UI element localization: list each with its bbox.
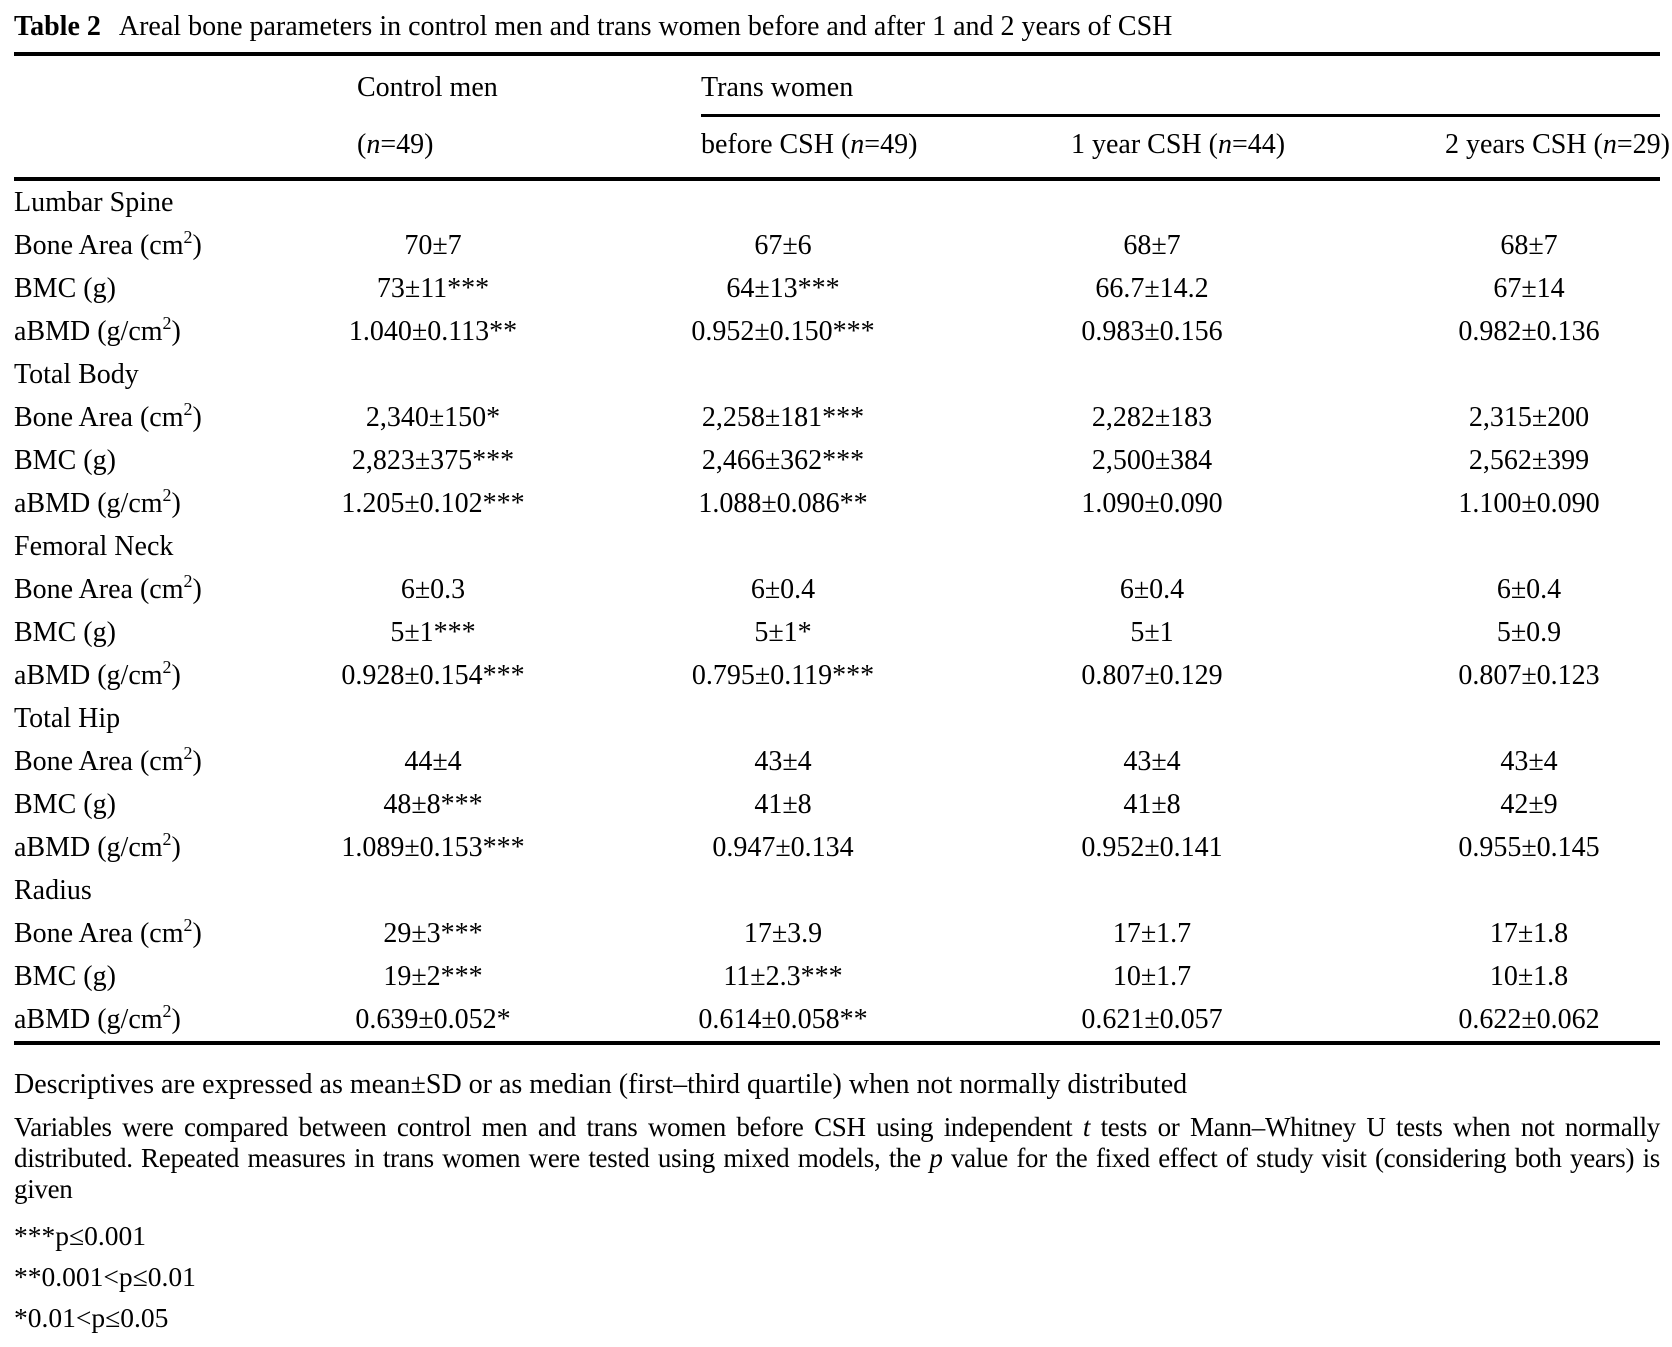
table-row <box>14 955 1660 998</box>
row-label <box>14 396 250 439</box>
cell-value: 6±0.4 <box>750 574 816 605</box>
row-label <box>14 912 250 955</box>
label-text: aBMD (g/cm <box>14 660 163 691</box>
cell-value: 1.088±0.086** <box>698 488 868 519</box>
row-label <box>14 310 250 353</box>
superscript: 2 <box>183 914 193 935</box>
cell-value: 1.040±0.113** <box>348 316 518 347</box>
section-title: Lumbar Spine <box>14 187 174 218</box>
cell-value: 43±4 <box>1500 746 1558 777</box>
cell-value: 0.807±0.129 <box>1081 660 1223 691</box>
superscript: 2 <box>183 570 193 591</box>
cell-value: 5±0.9 <box>1496 617 1562 648</box>
cell-value: 0.982±0.136 <box>1458 316 1600 347</box>
table-row <box>14 611 1660 654</box>
superscript: 2 <box>162 828 172 849</box>
significance-note-three-stars: ***p≤0.001 <box>14 1220 146 1251</box>
cell-value: 70±7 <box>404 230 462 261</box>
label-text: BMC (g) <box>14 961 116 992</box>
label-text: BMC (g) <box>14 617 116 648</box>
cell-value: 17±3.9 <box>743 918 823 949</box>
cell-value: 0.928±0.154*** <box>341 660 525 691</box>
col-header-control-n <box>250 117 616 179</box>
cell-value: 73±11*** <box>376 273 490 304</box>
header-text: =49) <box>864 129 918 160</box>
cell-value: 2,258±181*** <box>701 402 865 433</box>
cell-value: 44±4 <box>404 746 462 777</box>
cell-value: 64±13*** <box>726 273 840 304</box>
label-text: aBMD (g/cm <box>14 832 163 863</box>
significance-note-one-star: *0.01<p≤0.05 <box>14 1302 169 1333</box>
cell-value: 1.100±0.090 <box>1458 488 1600 519</box>
cell-value: 10±1.7 <box>1112 961 1192 992</box>
cell-value: 0.952±0.150*** <box>691 316 875 347</box>
cell-value: 0.639±0.052* <box>355 1004 511 1035</box>
data-table <box>14 52 1670 1045</box>
col-header-1-year-csh <box>950 117 1354 179</box>
label-text: ) <box>171 832 181 863</box>
cell-value: 1.089±0.153*** <box>341 832 525 863</box>
cell-value: 10±1.8 <box>1489 961 1569 992</box>
cell-value: 42±9 <box>1500 789 1558 820</box>
cell-value: 0.947±0.134 <box>712 832 854 863</box>
section-title: Femoral Neck <box>14 531 174 562</box>
header-text: 2 years CSH ( <box>1445 129 1603 160</box>
superscript: 2 <box>162 1000 172 1021</box>
label-text: BMC (g) <box>14 273 116 304</box>
cell-value: 5±1* <box>754 617 812 648</box>
cell-value: 6±0.4 <box>1119 574 1185 605</box>
cell-value: 68±7 <box>1500 230 1558 261</box>
cell-value: 5±1*** <box>390 617 476 648</box>
cell-value: 5±1 <box>1130 617 1174 648</box>
superscript: 2 <box>162 312 172 333</box>
cell-value: 0.621±0.057 <box>1081 1004 1223 1035</box>
italic-n: n <box>1602 129 1617 160</box>
group-header-row <box>14 54 1660 117</box>
label-text: ) <box>192 230 202 261</box>
section-title: Total Hip <box>14 703 121 734</box>
table-title-text: Areal bone parameters in control men and trans women before and after 1 and 2 years of CSH <box>118 11 1173 42</box>
footnote-descriptives: Descriptives are expressed as mean±SD or as median (first–third quartile) when not normally distributed <box>14 1069 1188 1100</box>
cell-value: 0.622±0.062 <box>1458 1004 1600 1035</box>
label-text: ) <box>192 746 202 777</box>
table-row <box>14 310 1660 353</box>
section-row <box>14 869 1660 912</box>
empty-header-cell <box>14 54 250 117</box>
row-label <box>14 826 250 869</box>
label-text: ) <box>192 574 202 605</box>
table-row <box>14 912 1660 955</box>
cell-value: 2,500±384 <box>1091 445 1213 476</box>
table-row <box>14 439 1660 482</box>
cell-value: 2,282±183 <box>1091 402 1213 433</box>
section-title: Total Body <box>14 359 139 390</box>
cell-value: 11±2.3*** <box>723 961 843 992</box>
cell-value: 48±8*** <box>383 789 483 820</box>
cell-value: 17±1.8 <box>1489 918 1569 949</box>
cell-value: 0.795±0.119*** <box>691 660 875 691</box>
label-text: aBMD (g/cm <box>14 316 163 347</box>
label-text: ) <box>192 918 202 949</box>
trans-women-label: Trans women <box>701 72 854 103</box>
table-row <box>14 783 1660 826</box>
cell-value: 0.807±0.123 <box>1458 660 1600 691</box>
significance-note-two-stars: **0.001<p≤0.01 <box>14 1261 196 1292</box>
column-header-row <box>14 117 1660 179</box>
table-row <box>14 482 1660 525</box>
superscript: 2 <box>183 742 193 763</box>
cell-value: 67±14 <box>1493 273 1565 304</box>
cell-value: 43±4 <box>754 746 812 777</box>
label-text: Bone Area (cm <box>14 230 184 261</box>
cell-value: 1.205±0.102*** <box>341 488 525 519</box>
cell-value: 2,823±375*** <box>351 445 515 476</box>
table-row <box>14 224 1660 267</box>
table-row <box>14 267 1660 310</box>
header-text: before CSH ( <box>701 129 851 160</box>
label-text: ) <box>171 660 181 691</box>
cell-value: 2,466±362*** <box>701 445 865 476</box>
footnote-text: Variables were compared between control men and trans women before CSH using independent <box>14 1112 1083 1142</box>
header-text: =44) <box>1231 129 1286 160</box>
superscript: 2 <box>183 398 193 419</box>
label-text: ) <box>171 316 181 347</box>
cell-value: 2,562±399 <box>1468 445 1590 476</box>
row-label <box>14 439 250 482</box>
table-row <box>14 654 1660 697</box>
label-text: Bone Area (cm <box>14 918 184 949</box>
col-header-before-csh <box>616 117 950 179</box>
header-text: =29) <box>1616 129 1670 160</box>
label-text: ) <box>192 402 202 433</box>
cell-value: 29±3*** <box>383 918 483 949</box>
table-number: Table 2 <box>14 11 101 42</box>
footnote-text: value for the fixed effect of study visit (considering both years) is given <box>14 1143 1660 1204</box>
section-row <box>14 525 1660 568</box>
cell-value: 2,340±150* <box>365 402 501 433</box>
cell-value: 0.983±0.156 <box>1081 316 1223 347</box>
cell-value: 68±7 <box>1123 230 1181 261</box>
row-label <box>14 955 250 998</box>
header-text: 1 year CSH ( <box>1071 129 1218 160</box>
superscript: 2 <box>162 484 172 505</box>
table-row <box>14 826 1660 869</box>
cell-value: 66.7±14.2 <box>1095 273 1209 304</box>
col-group-control-men: Control men <box>357 72 498 103</box>
header-text: =49) <box>380 129 434 160</box>
cell-value: 6±0.4 <box>1496 574 1562 605</box>
label-text: Bone Area (cm <box>14 402 184 433</box>
italic-n: n <box>850 129 865 160</box>
table-row <box>14 998 1660 1043</box>
row-label <box>14 740 250 783</box>
label-text: aBMD (g/cm <box>14 488 163 519</box>
label-text: BMC (g) <box>14 445 116 476</box>
cell-value: 41±8 <box>754 789 812 820</box>
footnote-methods <box>14 1112 1660 1205</box>
empty-header-cell <box>14 117 250 179</box>
label-text: ) <box>171 1004 181 1035</box>
italic-n: n <box>366 129 381 160</box>
cell-value: 6±0.3 <box>400 574 466 605</box>
row-label <box>14 998 250 1043</box>
cell-value: 2,315±200 <box>1468 402 1590 433</box>
cell-value: 0.955±0.145 <box>1458 832 1600 863</box>
table-header <box>14 54 1670 179</box>
row-label <box>14 783 250 826</box>
section-row <box>14 697 1660 740</box>
cell-value: 0.952±0.141 <box>1081 832 1223 863</box>
superscript: 2 <box>162 656 172 677</box>
label-text: BMC (g) <box>14 789 116 820</box>
superscript: 2 <box>183 226 193 247</box>
cell-value: 41±8 <box>1123 789 1181 820</box>
page <box>0 10 1672 1333</box>
row-label <box>14 654 250 697</box>
cell-value: 0.614±0.058** <box>698 1004 868 1035</box>
cell-value: 67±6 <box>754 230 812 261</box>
section-row <box>14 179 1660 224</box>
label-text: aBMD (g/cm <box>14 1004 163 1035</box>
row-label <box>14 267 250 310</box>
row-label <box>14 482 250 525</box>
row-label <box>14 224 250 267</box>
italic-n: n <box>1217 129 1232 160</box>
col-group-trans-women <box>616 54 1660 117</box>
italic-p: p <box>929 1143 943 1173</box>
table-row <box>14 396 1660 439</box>
table-row <box>14 740 1660 783</box>
header-text: ( <box>357 129 367 160</box>
row-label <box>14 611 250 654</box>
label-text: Bone Area (cm <box>14 574 184 605</box>
cell-value: 1.090±0.090 <box>1081 488 1223 519</box>
trans-women-spanner <box>701 72 1660 117</box>
label-text: ) <box>171 488 181 519</box>
section-row <box>14 353 1660 396</box>
table-row <box>14 568 1660 611</box>
col-header-2-years-csh <box>1354 117 1670 179</box>
section-title: Radius <box>14 875 92 906</box>
table-body <box>14 179 1660 1043</box>
italic-t: t <box>1082 1112 1091 1142</box>
row-label <box>14 568 250 611</box>
cell-value: 19±2*** <box>383 961 483 992</box>
cell-value: 17±1.7 <box>1112 918 1192 949</box>
footnote-text: tests or Mann–Whitney U tests when not normally distributed. Repeated measures in trans women were tested using mixed models, the <box>14 1112 1660 1173</box>
table-caption <box>14 10 1660 44</box>
label-text: Bone Area (cm <box>14 746 184 777</box>
cell-value: 43±4 <box>1123 746 1181 777</box>
